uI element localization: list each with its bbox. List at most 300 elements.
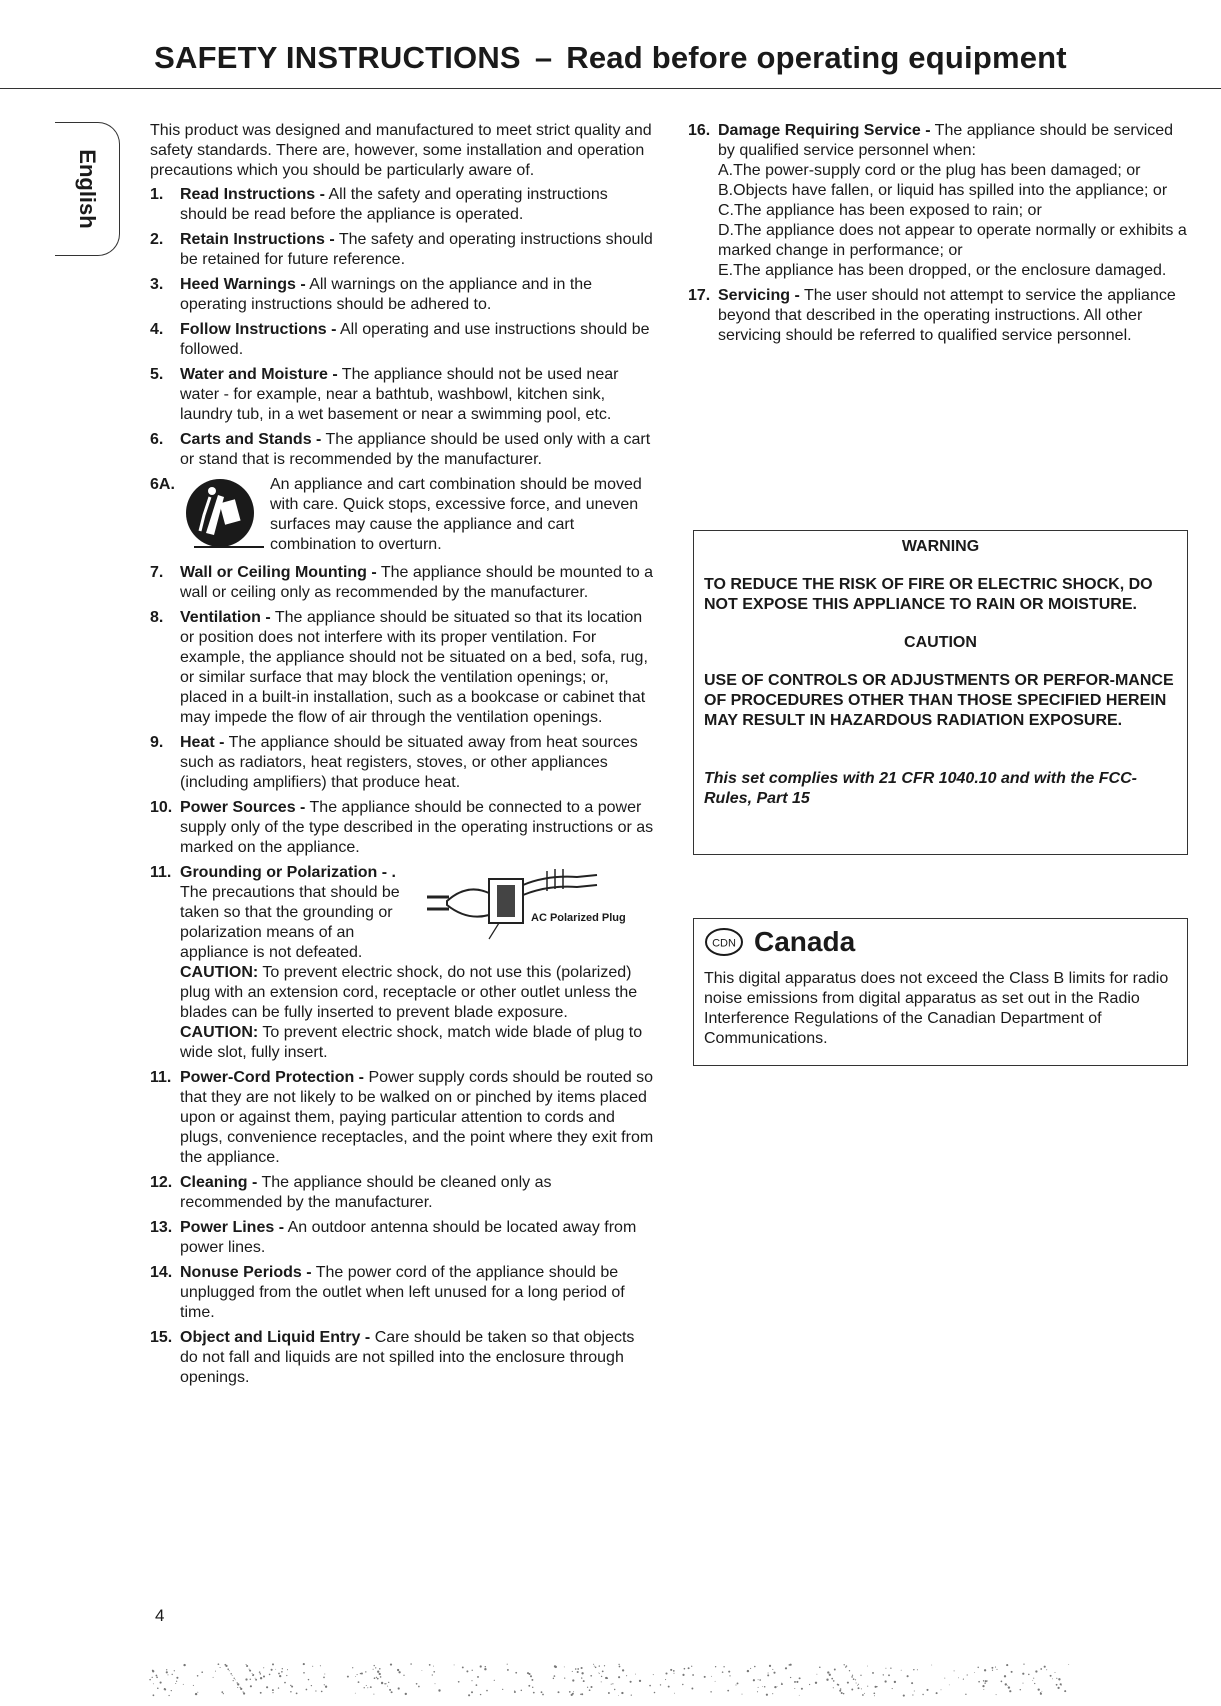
safety-item — [150, 1068, 655, 1168]
plug-label: AC Polarized Plug — [531, 912, 626, 924]
noise-dot — [324, 1684, 325, 1685]
noise-dot — [152, 1677, 153, 1678]
noise-dot — [1040, 1668, 1042, 1670]
noise-dot — [201, 1671, 203, 1673]
safety-item — [150, 563, 655, 603]
noise-dot — [595, 1667, 597, 1669]
noise-dot — [454, 1664, 455, 1665]
noise-dot — [564, 1677, 565, 1678]
item-number: 1. — [150, 186, 164, 203]
noise-dot — [494, 1680, 495, 1681]
noise-dot — [272, 1689, 274, 1691]
noise-dot — [772, 1693, 773, 1694]
item-title: Heat - — [180, 734, 225, 751]
noise-dot — [604, 1665, 605, 1666]
noise-dot — [240, 1687, 241, 1688]
item-number: 8. — [150, 609, 164, 626]
warning-heading: WARNING — [901, 538, 980, 555]
noise-dot — [750, 1668, 751, 1669]
damage-condition: C.The appliance has been exposed to rain; or — [718, 202, 1042, 219]
item-number: 4. — [150, 321, 164, 338]
item-number: 9. — [150, 734, 164, 751]
noise-dot — [691, 1688, 693, 1690]
noise-dot — [221, 1691, 223, 1693]
noise-dot — [809, 1684, 810, 1685]
noise-dot — [306, 1689, 308, 1691]
noise-dot — [355, 1676, 356, 1677]
noise-dot — [723, 1666, 724, 1667]
noise-dot — [931, 1665, 932, 1666]
item-text: The appliance should not be used near water - for example, near a bathtub, washbowl, kitchen sink, laundry tub, in a wet basement or near a swimming pool, etc. — [180, 366, 619, 423]
noise-dot — [255, 1678, 256, 1679]
noise-dot — [978, 1681, 980, 1683]
noise-dot — [668, 1686, 670, 1688]
noise-dot — [1050, 1675, 1052, 1677]
noise-dot — [996, 1694, 997, 1695]
noise-dot — [403, 1675, 404, 1676]
noise-dot — [815, 1682, 817, 1684]
noise-dot — [164, 1689, 166, 1691]
noise-dot — [370, 1686, 372, 1688]
noise-dot — [766, 1694, 768, 1696]
noise-dot — [398, 1671, 400, 1673]
noise-dot — [249, 1670, 251, 1672]
fcc-compliance-text: This set complies with 21 CFR 1040.10 and with the FCC-Rules, Part 15 — [704, 770, 1137, 807]
noise-dot — [599, 1665, 600, 1666]
noise-dot — [799, 1677, 801, 1679]
noise-dot — [985, 1680, 987, 1682]
noise-dot — [826, 1679, 828, 1681]
noise-dot — [892, 1688, 893, 1689]
noise-dot — [572, 1671, 573, 1672]
canada-text: This digital apparatus does not exceed the Class B limits for radio noise emissions from digital apparatus as set out in the Radio Interference Regulations of the Canadian Department of Communications. — [704, 970, 1169, 1047]
noise-dot — [397, 1669, 399, 1671]
safety-item — [150, 733, 655, 793]
noise-dot — [884, 1680, 886, 1682]
noise-dot — [227, 1668, 229, 1670]
noise-dot — [246, 1665, 248, 1667]
noise-dot — [471, 1691, 473, 1693]
item-title: Read Instructions - — [180, 186, 325, 203]
item-title: Damage Requiring Service - — [718, 122, 931, 139]
noise-dot — [682, 1674, 684, 1676]
safety-item — [150, 185, 655, 225]
noise-dot — [250, 1685, 252, 1687]
noise-dot — [757, 1691, 758, 1692]
item-text: The appliance should be cleaned only as recommended by the manufacturer. — [180, 1174, 552, 1211]
noise-dot — [303, 1663, 305, 1665]
noise-dot — [860, 1675, 861, 1676]
noise-dot — [853, 1678, 855, 1680]
noise-dot — [618, 1695, 619, 1696]
noise-dot — [635, 1674, 636, 1675]
noise-dot — [715, 1681, 716, 1682]
safety-item — [150, 320, 655, 360]
cdn-logo-text: CDN — [712, 937, 736, 950]
noise-dot — [360, 1673, 361, 1674]
canada-title: Canada — [754, 926, 856, 957]
noise-dot — [573, 1691, 574, 1692]
item-number: 14. — [150, 1264, 173, 1281]
noise-dot — [862, 1694, 864, 1696]
noise-dot — [156, 1676, 158, 1678]
noise-dot — [480, 1694, 481, 1695]
noise-dot — [608, 1692, 610, 1694]
damage-conditions-list — [718, 161, 1188, 281]
noise-dot — [197, 1675, 199, 1677]
noise-dot — [367, 1687, 368, 1688]
noise-dot — [583, 1680, 585, 1682]
noise-dot — [767, 1674, 769, 1676]
noise-dot — [153, 1683, 154, 1684]
noise-dot — [949, 1684, 950, 1685]
noise-dot — [996, 1669, 997, 1670]
noise-dot — [1022, 1683, 1023, 1684]
noise-dot — [1064, 1690, 1066, 1692]
noise-dot — [240, 1688, 242, 1690]
noise-dot — [653, 1674, 654, 1675]
noise-dot — [977, 1667, 978, 1668]
item-text: The user should not attempt to service the appliance beyond that described in the operating instructions. All other servicing should be referred to qualified service personnel. — [718, 287, 1176, 344]
noise-dot — [263, 1667, 264, 1668]
caution-2-text: To prevent electric shock, match wide blade of plug to wide slot, fully insert. — [180, 1024, 643, 1061]
noise-dot — [851, 1689, 853, 1691]
noise-dot — [903, 1695, 905, 1697]
item-title: Follow Instructions - — [180, 321, 337, 338]
right-column — [688, 121, 1188, 351]
noise-dot — [472, 1670, 473, 1671]
noise-dot — [872, 1672, 874, 1674]
noise-dot — [365, 1671, 366, 1672]
noise-dot — [1007, 1685, 1008, 1686]
noise-dot — [377, 1671, 379, 1673]
noise-dot — [599, 1673, 600, 1674]
noise-dot — [246, 1664, 247, 1665]
noise-dot — [704, 1676, 706, 1678]
safety-item — [150, 430, 655, 470]
noise-dot — [781, 1683, 783, 1685]
noise-dot — [845, 1666, 846, 1667]
noise-dot — [611, 1684, 612, 1685]
noise-dot — [883, 1674, 884, 1675]
item-number: 17. — [688, 287, 711, 304]
noise-dot — [433, 1671, 435, 1673]
item-6a-text: An appliance and cart combination should be moved with care. Quick stops, excessive force, and uneven surfaces may cause the appliance and cart combination to overturn. — [270, 476, 642, 553]
noise-dot — [260, 1673, 261, 1674]
noise-dot — [387, 1686, 388, 1687]
noise-dot — [311, 1685, 312, 1686]
noise-dot — [926, 1689, 928, 1691]
noise-dot — [232, 1675, 233, 1676]
noise-dot — [995, 1667, 996, 1668]
item-text: The appliance should be serviced by qualified service personnel when: — [718, 122, 1174, 159]
item-text: An outdoor antenna should be located away from power lines. — [180, 1219, 637, 1256]
noise-dot — [405, 1693, 407, 1695]
noise-dot — [480, 1665, 482, 1667]
noise-dot — [601, 1681, 602, 1682]
noise-dot — [983, 1689, 984, 1690]
noise-dot — [1057, 1687, 1059, 1689]
noise-dot — [1005, 1683, 1007, 1685]
noise-dot — [598, 1672, 599, 1673]
noise-dot — [867, 1666, 868, 1667]
noise-dot — [727, 1690, 729, 1692]
noise-dot — [861, 1688, 862, 1689]
noise-dot — [691, 1666, 692, 1667]
noise-dot — [840, 1688, 842, 1690]
caution-1 — [180, 963, 655, 1023]
noise-dot — [864, 1693, 865, 1694]
noise-dot — [220, 1667, 221, 1668]
noise-dot — [315, 1690, 316, 1691]
noise-dot — [618, 1676, 620, 1678]
safety-list-a — [150, 185, 655, 470]
noise-dot — [758, 1679, 759, 1680]
item-number: 3. — [150, 276, 164, 293]
noise-dot — [901, 1670, 902, 1671]
safety-list-b — [150, 563, 655, 858]
noise-dot — [507, 1669, 509, 1671]
noise-dot — [754, 1666, 756, 1668]
noise-dot — [911, 1682, 913, 1684]
noise-dot — [287, 1669, 288, 1670]
noise-dot — [639, 1680, 641, 1682]
noise-dot — [476, 1684, 478, 1686]
noise-dot — [587, 1687, 588, 1688]
damage-condition: B.Objects have fallen, or liquid has spilled into the appliance; or — [718, 182, 1168, 199]
noise-dot — [912, 1694, 913, 1695]
item-title: Power-Cord Protection - — [180, 1069, 365, 1086]
noise-dot — [515, 1672, 517, 1674]
noise-dot — [233, 1680, 234, 1681]
noise-dot — [626, 1675, 627, 1676]
language-tab — [55, 122, 120, 256]
item-title: Ventilation - — [180, 609, 271, 626]
item-text: The appliance should be situated so that its location or position does not interfere with its proper ventilation. For example, the appliance should not be situated on a bed, sofa, rug, or similar surface that may block the ventilation openings; or, placed in a built-in installation, such as a bookcase or cabinet that may impede the flow of air through the ventilation openings. — [180, 609, 648, 726]
item-number: 15. — [150, 1329, 173, 1346]
noise-dot — [711, 1676, 712, 1677]
caution-1-text: To prevent electric shock, do not use this (polarized) plug with an extension cord, receptacle or other outlet unless the blades can be fully inserted to prevent blade exposure. — [180, 964, 638, 1021]
noise-dot — [275, 1669, 276, 1670]
canada-heading — [704, 927, 1177, 957]
noise-dot — [855, 1679, 856, 1680]
noise-dot — [1058, 1678, 1060, 1680]
noise-dot — [867, 1686, 868, 1687]
item-text: Power supply cords should be routed so that they are not likely to be walked on or pinched by items placed upon or against them, paying particular attention to cords and plugs, convenience receptacles, and the point where they exit from the appliance. — [180, 1069, 654, 1166]
noise-dot — [1055, 1672, 1056, 1673]
noise-dot — [243, 1691, 244, 1692]
item-title: Cleaning - — [180, 1174, 258, 1191]
noise-dot — [282, 1668, 283, 1669]
noise-dot — [665, 1679, 666, 1680]
item-11-grounding — [150, 863, 655, 1063]
noise-dot — [794, 1688, 795, 1689]
noise-dot — [602, 1671, 604, 1673]
noise-dot — [1022, 1673, 1024, 1675]
noise-dot — [728, 1671, 730, 1673]
safety-item — [150, 798, 655, 858]
noise-dot — [252, 1673, 253, 1674]
title-dash: – — [534, 40, 553, 75]
noise-dot — [722, 1671, 724, 1673]
noise-dot — [601, 1676, 602, 1677]
noise-dot — [1001, 1681, 1003, 1683]
noise-dot — [577, 1671, 579, 1673]
noise-dot — [621, 1692, 623, 1694]
noise-dot — [379, 1673, 381, 1675]
item-16-damage-service — [688, 121, 1188, 281]
item-text: All operating and use instructions should be followed. — [180, 321, 650, 358]
noise-dot — [347, 1676, 349, 1678]
noise-dot — [1056, 1684, 1058, 1686]
noise-dot — [418, 1686, 420, 1688]
noise-dot — [390, 1664, 392, 1666]
noise-dot — [692, 1674, 694, 1676]
noise-dot — [237, 1683, 239, 1685]
noise-dot — [769, 1665, 771, 1667]
noise-dot — [531, 1679, 533, 1681]
noise-dot — [172, 1674, 173, 1675]
canada-box — [693, 918, 1188, 1066]
noise-dot — [630, 1681, 632, 1683]
noise-dot — [468, 1694, 470, 1696]
noise-dot — [229, 1670, 230, 1671]
noise-dot — [320, 1665, 321, 1666]
noise-dot — [1052, 1678, 1053, 1679]
noise-dot — [857, 1685, 858, 1686]
item-number: 6. — [150, 431, 164, 448]
noise-dot — [1061, 1685, 1062, 1686]
noise-dot — [590, 1686, 592, 1688]
noise-dot — [670, 1669, 672, 1671]
noise-dot — [965, 1694, 966, 1695]
noise-dot — [753, 1679, 755, 1681]
damage-condition: E.The appliance has been dropped, or the enclosure damaged. — [718, 262, 1167, 279]
noise-dot — [983, 1680, 984, 1681]
item-title: Power Sources - — [180, 799, 306, 816]
noise-dot — [286, 1675, 287, 1676]
noise-dot — [590, 1675, 592, 1677]
noise-dot — [773, 1672, 775, 1674]
safety-item — [150, 230, 655, 270]
noise-dot — [1020, 1689, 1021, 1690]
noise-dot — [554, 1675, 556, 1677]
item-title: Nonuse Periods - — [180, 1264, 312, 1281]
item-text: The power cord of the appliance should be unplugged from the outlet when left unused for a long period of time. — [180, 1264, 625, 1321]
noise-dot — [281, 1671, 283, 1673]
item-title: Water and Moisture - — [180, 366, 338, 383]
noise-dot — [715, 1666, 716, 1667]
noise-dot — [762, 1686, 763, 1687]
header-rule — [0, 88, 1221, 89]
noise-dot — [851, 1676, 853, 1678]
noise-dot — [324, 1674, 325, 1675]
noise-dot — [235, 1679, 236, 1680]
item-title: Servicing - — [718, 287, 800, 304]
item-number: 16. — [688, 122, 711, 139]
noise-dot — [389, 1689, 391, 1691]
safety-item — [150, 608, 655, 728]
noise-dot — [834, 1669, 836, 1671]
noise-dot — [308, 1679, 309, 1680]
noise-dot — [1028, 1674, 1030, 1676]
noise-dot — [819, 1667, 821, 1669]
item-text: The appliance should be situated away from heat sources such as radiators, heat registers, stoves, or other appliances (including amplifiers) that produce heat. — [180, 734, 638, 791]
noise-dot — [421, 1670, 422, 1671]
noise-dot — [193, 1685, 194, 1686]
safety-item — [150, 1218, 655, 1258]
noise-dot — [631, 1694, 632, 1695]
page-title — [0, 40, 1221, 76]
noise-dot — [477, 1676, 479, 1678]
noise-dot — [358, 1681, 360, 1683]
caution-heading: CAUTION — [904, 634, 977, 651]
noise-dot — [153, 1694, 155, 1696]
item-text: The appliance should be used only with a cart or stand that is recommended by the manufacturer. — [180, 431, 651, 468]
noise-dot — [581, 1693, 583, 1695]
item-text: The appliance should be connected to a power supply only of the type described in the operating instructions or as marked on the appliance. — [180, 799, 654, 856]
noise-dot — [312, 1666, 313, 1667]
noise-dot — [252, 1674, 254, 1676]
item-6a — [150, 475, 655, 555]
noise-dot — [303, 1672, 305, 1674]
noise-dot — [1032, 1680, 1033, 1681]
noise-dot — [249, 1669, 250, 1670]
noise-dot — [858, 1684, 859, 1685]
noise-dot — [260, 1677, 262, 1679]
noise-dot — [381, 1682, 383, 1684]
noise-dot — [572, 1693, 574, 1695]
noise-dot — [175, 1683, 176, 1684]
noise-dot — [747, 1670, 749, 1672]
noise-dot — [572, 1679, 574, 1681]
noise-dot — [838, 1684, 840, 1686]
noise-dot — [789, 1664, 791, 1666]
noise-dot — [796, 1681, 798, 1683]
noise-dot — [278, 1687, 279, 1688]
item-text: Care should be taken so that objects do not fall and liquids are not spilled into the enclosure through openings. — [180, 1329, 635, 1386]
noise-dot — [984, 1669, 986, 1671]
noise-dot — [376, 1677, 377, 1678]
item-title: Carts and Stands - — [180, 431, 322, 448]
noise-dot — [373, 1694, 374, 1695]
safety-item — [150, 1173, 655, 1213]
noise-dot — [622, 1669, 624, 1671]
noise-dot — [777, 1686, 778, 1687]
language-tab-label: English — [75, 149, 100, 229]
noise-dot — [1038, 1688, 1040, 1690]
noise-dot — [272, 1663, 274, 1665]
damage-condition: D.The appliance does not appear to operate normally or exhibits a marked change in performance; or — [718, 222, 1187, 259]
noise-dot — [471, 1680, 472, 1681]
noise-dot — [958, 1677, 959, 1678]
noise-dot — [858, 1687, 860, 1689]
noise-dot — [737, 1682, 739, 1684]
noise-dot — [507, 1664, 508, 1665]
safety-item — [150, 1263, 655, 1323]
noise-dot — [484, 1668, 486, 1670]
noise-dot — [388, 1682, 389, 1683]
noise-dot — [195, 1693, 197, 1695]
noise-dot — [710, 1691, 711, 1692]
caution-text: USE OF CONTROLS OR ADJUSTMENTS OR PERFOR-MANCE OF PROCEDURES OTHER THAN THOSE SPECIFIED HEREIN MAY RESULT IN HAZARDOUS RADIATION EXPOSURE. — [704, 672, 1174, 729]
noise-dot — [386, 1683, 387, 1684]
noise-dot — [379, 1668, 381, 1670]
noise-dot — [874, 1695, 875, 1696]
noise-dot — [581, 1677, 582, 1678]
noise-dot — [1004, 1675, 1006, 1677]
noise-dot — [152, 1670, 154, 1672]
